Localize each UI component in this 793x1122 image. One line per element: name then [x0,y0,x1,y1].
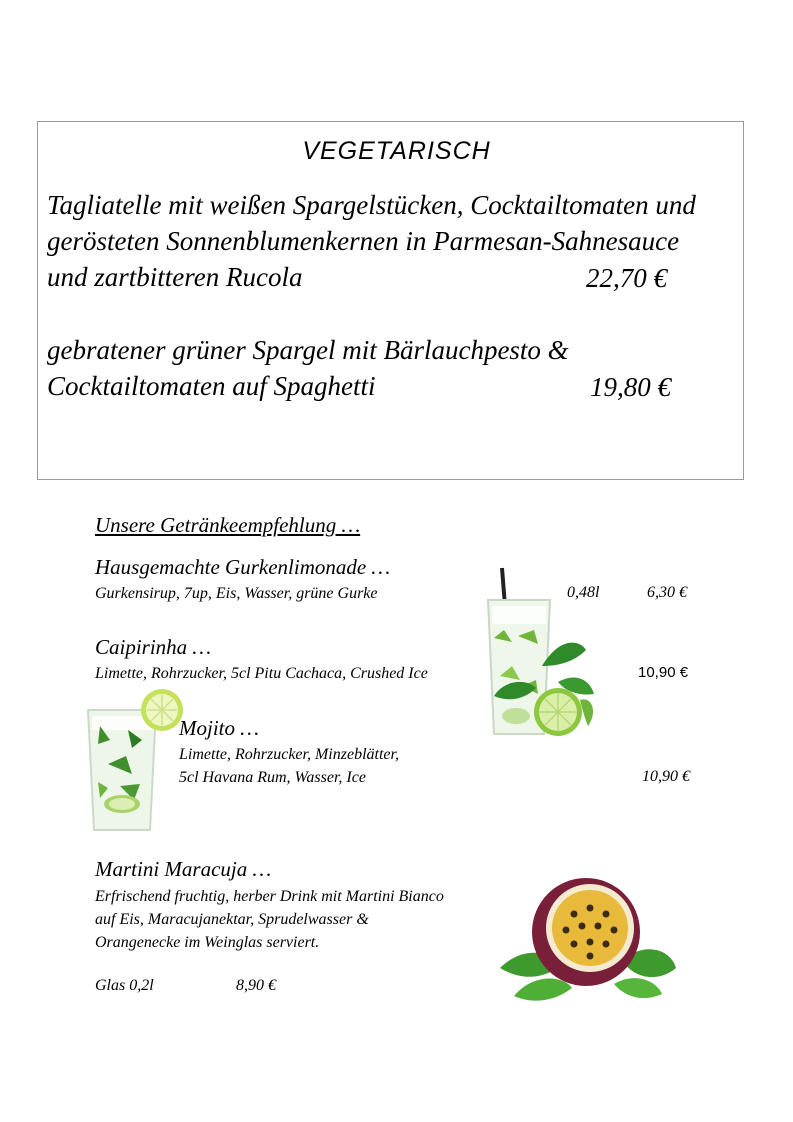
mojito-name: Mojito … [179,716,259,740]
lemonade-name: Hausgemachte Gurkenlimonade … [95,555,391,579]
drinks-heading: Unsere Getränkeempfehlung … [95,513,361,537]
dish-2-line-1: gebratener grüner Spargel mit Bärlauchpesto & [47,335,569,365]
martini-volume: Glas 0,2l [95,977,154,994]
dish-1-price: 22,70 € [586,263,667,293]
passion-fruit-icon [494,876,684,1010]
martini-name: Martini Maracuja … [95,857,272,881]
mojito-description-line-1: Limette, Rohrzucker, Minzeblätter, [179,746,399,763]
martini-description-line-2: auf Eis, Maracujanektar, Sprudelwasser & [95,911,369,928]
lemonade-glass-icon [480,566,600,748]
martini-description-line-3: Orangenecke im Weinglas serviert. [95,934,320,951]
vegetarian-box [37,121,744,480]
mojito-description-line-2: 5cl Havana Rum, Wasser, Ice [179,769,366,786]
dish-1-line-1: Tagliatelle mit weißen Spargelstücken, Cocktailtomaten und [47,190,696,220]
caipirinha-description: Limette, Rohrzucker, 5cl Pitu Cachaca, Crushed Ice [95,665,428,682]
dish-2-line-2: Cocktailtomaten auf Spaghetti [47,371,376,401]
section-title: VEGETARISCH [302,137,491,165]
dish-1-line-3: und zartbitteren Rucola [47,262,303,292]
mojito-price: 10,90 € [642,768,690,785]
lemonade-description: Gurkensirup, 7up, Eis, Wasser, grüne Gurke [95,585,378,602]
lemonade-volume: 0,48l [567,584,600,601]
mojito-glass-icon [84,686,188,834]
caipirinha-name: Caipirinha … [95,635,212,659]
martini-price: 8,90 € [236,977,276,994]
caipirinha-price: 10,90 € [638,664,689,681]
lemonade-price: 6,30 € [647,584,687,601]
martini-description-line-1: Erfrischend fruchtig, herber Drink mit Martini Bianco [95,888,444,905]
dish-2-price: 19,80 € [590,372,671,402]
dish-1-line-2: gerösteten Sonnenblumenkernen in Parmesan-Sahnesauce [47,226,680,256]
